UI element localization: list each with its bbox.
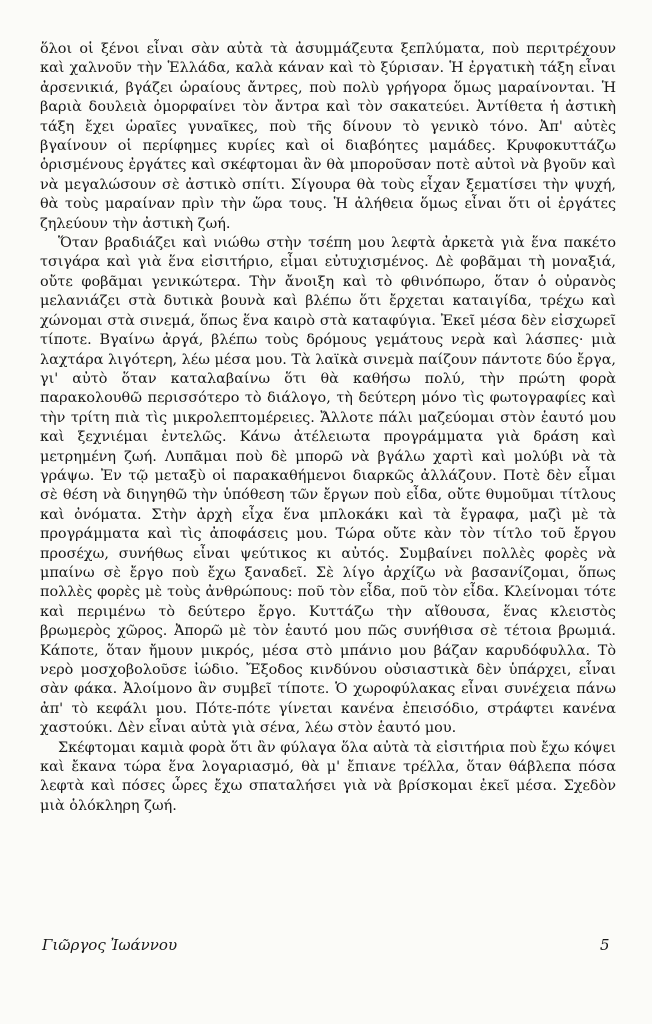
body-text (40, 40, 616, 816)
paragraph-3: Σκέφτομαι καμιὰ φορὰ ὅτι ἂν φύλαγα ὅλα αὐτὰ τὰ εἰσιτήρια ποὺ ἔχω κόψει καὶ ἔκανα τώρα ἕνα λογαριασμό, θὰ μ' ἔπιανε τρέλλα, ὅταν θάβλεπα πόσα λεφτὰ καὶ πόσες ὧρες ἔχω σπαταλήσει γιὰ νὰ βρίσκομαι ἐκεῖ μέσα. Σχεδὸν μιὰ ὁλόκληρη ζωή. (40, 739, 616, 814)
paragraph-2: Ὅταν βραδιάζει καὶ νιώθω στὴν τσέπη μου λεφτὰ ἀρκετὰ γιὰ ἕνα πακέτο τσιγάρα καὶ γιὰ ἕνα εἰσιτήριο, εἶμαι εὐτυχισμένος. Δὲ φοβᾶμαι τὴ μοναξιά, οὔτε φοβᾶμαι γενικώτερα. Τὴν ἄνοιξη καὶ τὸ φθινόπωρο, ὅταν ὁ οὐρανὸς μελανιάζει στὰ δυτικὰ βουνὰ καὶ βλέπω ὅτι ἔρχεται καταιγίδα, τρέχω καὶ χώνομαι στὰ σινεμά, ὅπως ἕνα καιρὸ στὰ καταφύγια. Ἐκεῖ μέσα δὲν εἰσχωρεῖ τίποτε. Βγαίνω ἀργά, βλέπω τοὺς δρόμους γεμάτους νερὰ καὶ λάσπες· μιὰ λαχτάρα λιγότερη, λέω μέσα μου. Τὰ λαϊκὰ σινεμὰ παίζουν πάντοτε δύο ἔργα, γι' αὐτὸ ὅταν καταλαβαίνω ὅτι θὰ καθήσω πολύ, τὴν πρώτη φορὰ παρακολουθῶ περισσότερο τὸ διάλογο, τὴ δεύτερη μόνο τὶς φωτογραφίες καὶ τὴν τρίτη πιὰ τὶς μικρολεπτομέρειες. Ἄλλοτε πάλι μαζεύομαι στὸν ἑαυτό μου καὶ ξεχνιέμαι ἐντελῶς. Κάνω ἀτέλειωτα προγράμματα γιὰ δράση καὶ μετρημένη ζωή. Λυπᾶμαι ποὺ δὲ μπορῶ νὰ βγάλω χαρτὶ καὶ μολύβι νὰ τὰ γράψω. Ἐν τῷ μεταξὺ οἱ παρακαθήμενοι διαρκῶς ἀλλάζουν. Ποτὲ δὲν εἶμαι σὲ θέση νὰ διηγηθῶ τὴν ὑπόθεση τῶν ἔργων ποὺ εἶδα, οὔτε θυμοῦμαι τίτλους καὶ ὀνόματα. Στὴν ἀρχὴ εἶχα ἕνα μπλοκάκι καὶ τὰ ἔγραφα, μαζὶ μὲ τὰ προγράμματα καὶ τὶς ἀποφάσεις μου. Τώρα οὔτε κὰν τὸν τίτλο τοῦ ἔργου προσέχω, συνήθως εἶναι ψεύτικος κι αὐτός. Συμβαίνει πολλὲς φορὲς νὰ μπαίνω σὲ ἔργο ποὺ ἔχω ξαναδεῖ. Σὲ λίγο ἀρχίζω νὰ βασανίζομαι, ὅπως πολλὲς φορὲς μὲ τοὺς ἀνθρώπους: ποῦ τὸν εἶδα, ποῦ τὸν εἶδα. Κλείνομαι τότε καὶ περιμένω τὸ δεύτερο ἔργο. Κυττάζω τὴν αἴθουσα, ἕνας κλειστὸς βρωμερὸς χῶρος. Ἀπορῶ μὲ τὸν ἑαυτό μου πῶς συνήθισα σὲ τέτοια βρωμιά. Κάποτε, ὅταν ἤμουν μικρός, μέσα στὸ μπάνιο μου βάζαν καρυδόφυλλα. Τὸ νερὸ μοσχοβολοῦσε ἰώδιο. Ἔξοδος κινδύνου οὐσιαστικὰ δὲν ὑπάρχει, εἶναι σὰν φάκα. Ἀλοίμονο ἂν συμβεῖ τίποτε. Ὁ χωροφύλακας εἶναι συνέχεια πάνω ἀπ' τὸ κεφάλι μου. Πότε-πότε γίνεται κανένα ἐπεισόδιο, στράφτει κανένα χαστούκι. Δὲν εἶναι αὐτὰ γιὰ σένα, λέω στὸν ἑαυτό μου. (40, 235, 616, 737)
paragraph-1: ὅλοι οἱ ξένοι εἶναι σὰν αὐτὰ τὰ ἀσυμμάζευτα ξεπλύματα, ποὺ περιτρέχουν καὶ χαλνοῦν τὴν Ἑλλάδα, καλὰ κάναν καὶ τὸ ξύρισαν. Ἡ ἐργατικὴ τάξη εἶναι ἀρσενικιά, βγάζει ὡραίους ἄντρες, ποὺ πολὺ γρήγορα ὅμως μαραίνονται. Ἡ βαριὰ δουλειὰ ὀμορφαίνει τὸν ἄντρα καὶ τὸν σακατεύει. Ἀντίθετα ἡ ἀστικὴ τάξη ἔχει ὡραῖες γυναῖκες, ποὺ τῆς δίνουν τὸ γενικὸ τόνο. Ἀπ' αὐτὲς βγαίνουν οἱ περίφημες κυρίες καὶ οἱ διαβόητες μαμάδες. Κρυφοκυττάζω ὁρισμένους ἐργάτες καὶ σκέφτομαι ἂν θὰ μποροῦσαν ποτὲ αὐτοὶ νὰ βγοῦν καὶ νὰ μεγαλώσουν σὲ ἀστικὸ σπίτι. Σίγουρα θὰ τοὺς εἶχαν ξεματίσει τὴν ψυχή, θὰ τοὺς μαραίναν πρὶν τὴν ὥρα τους. Ἡ ἀλήθεια ὅμως εἶναι ὅτι οἱ ἐργάτες ζηλεύουν τὴν ἀστικὴ ζωή. (40, 41, 616, 232)
page-number: 5 (600, 936, 610, 954)
footer-author: Γιῶργος Ἰωάννου (42, 936, 178, 954)
